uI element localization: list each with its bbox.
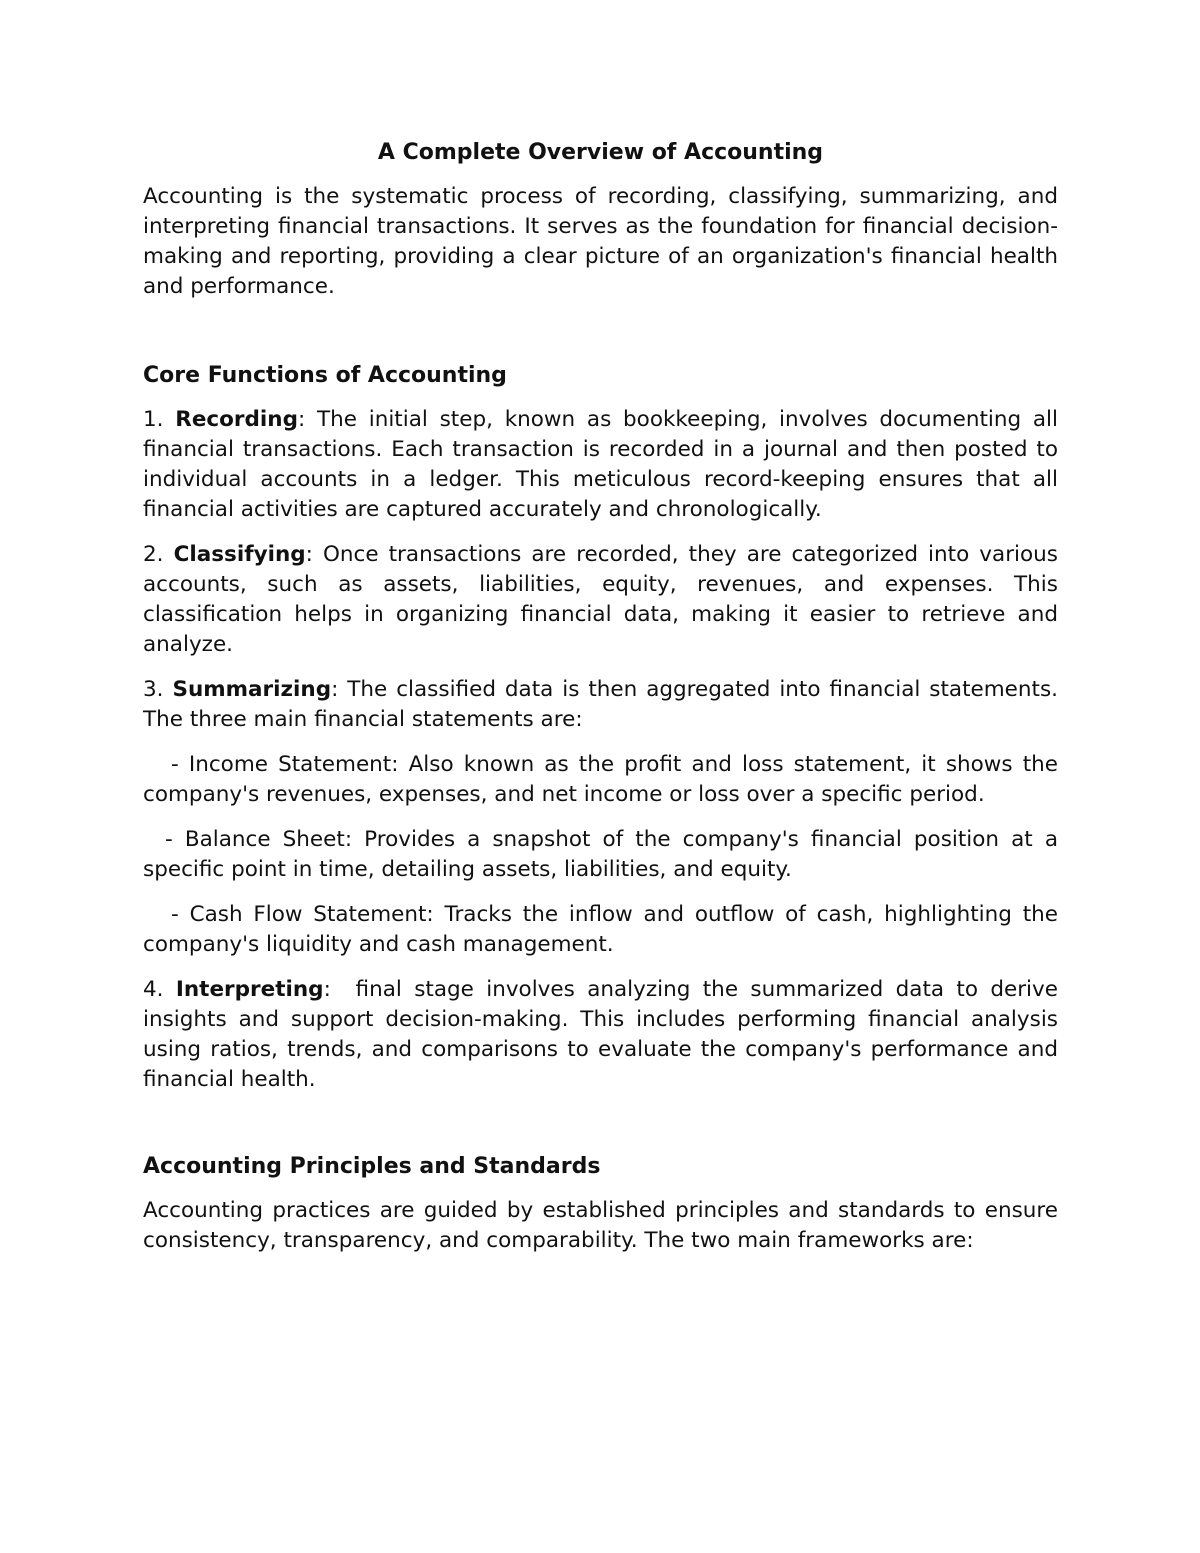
- item-text: : The initial step, known as bookkeeping, involves documenting all financial transactions. Each transaction is recorded in a journal and then posted to individual accounts in a ledger. This meticulous record-keeping ensures that all financial activities are captured accurately and chronologically.: [143, 407, 1059, 522]
- intro-paragraph: Accounting is the systematic process of recording, classifying, summarizing, and interpreting financial transactions. It serves as the foundation for financial decision-making and reporting, providing a clear picture of an organization's financial health and performance.: [143, 184, 1058, 299]
- item-term: Interpreting: [175, 977, 324, 1002]
- item-number: 4.: [143, 977, 164, 1002]
- function-item-summarizing: [143, 675, 1058, 735]
- item-text: : Once transactions are recorded, they are categorized into various accounts, such as assets, liabilities, equity, revenues, and expenses. This classification helps in organizing financial data, making it easier to retrieve and analyze.: [143, 542, 1058, 657]
- statement-cash-flow: - Cash Flow Statement: Tracks the inflow and outflow of cash, highlighting the company's liquidity and cash management.: [143, 902, 1058, 957]
- statement-income: - Income Statement: Also known as the profit and loss statement, it shows the company's revenues, expenses, and net income or loss over a specific period.: [143, 752, 1058, 807]
- section-heading-core-functions: Core Functions of Accounting: [143, 363, 507, 388]
- function-item-interpreting: [143, 975, 1065, 1095]
- spacer: [143, 317, 1058, 361]
- item-text: : The classified data is then aggregated into financial statements. The three main financial statements are:: [143, 677, 1058, 732]
- statement-balance-sheet: - Balance Sheet: Provides a snapshot of the company's financial position at a specific point in time, detailing assets, liabilities, and equity.: [143, 827, 1058, 882]
- function-item-classifying: [143, 540, 1058, 660]
- item-text: : final stage involves analyzing the summarized data to derive insights and support decision-making. This includes performing financial analysis using ratios, trends, and comparisons to evaluate the company's performance and financial health.: [143, 977, 1065, 1092]
- item-number: 1.: [143, 407, 164, 432]
- section-heading-principles: Accounting Principles and Standards: [143, 1154, 601, 1179]
- document-title: A Complete Overview of Accounting: [377, 140, 824, 165]
- principles-paragraph: Accounting practices are guided by established principles and standards to ensure consistency, transparency, and comparability. The two main frameworks are:: [143, 1198, 1058, 1253]
- spacer: [143, 1110, 1058, 1152]
- item-term: Recording: [175, 407, 298, 432]
- document-page: [143, 138, 1065, 1271]
- item-term: Summarizing: [172, 677, 332, 702]
- function-item-recording: [143, 405, 1058, 525]
- item-number: 3.: [143, 677, 164, 702]
- item-term: Classifying: [173, 542, 306, 567]
- item-number: 2.: [143, 542, 164, 567]
